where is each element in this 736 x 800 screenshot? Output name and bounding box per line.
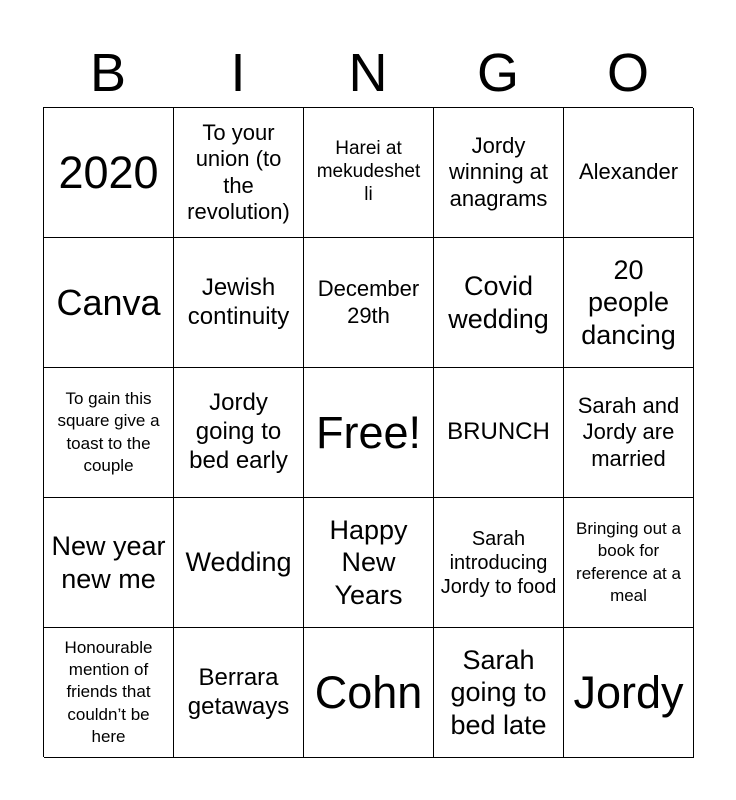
cell-label: 20 people dancing	[581, 254, 676, 350]
header-letter-i: I	[230, 43, 246, 103]
cell-label: Alexander	[578, 159, 679, 185]
cell-label: Jordy going to bed early	[189, 389, 288, 474]
bingo-cell-r2-c5[interactable]	[564, 238, 694, 368]
bingo-header	[43, 38, 693, 108]
bingo-cell-r2-c2[interactable]	[174, 238, 304, 368]
bingo-cell-r4-c2[interactable]	[174, 498, 304, 628]
cell-label: Jordy	[573, 666, 684, 718]
bingo-cell-r4-c5[interactable]	[564, 498, 694, 628]
cell-label: Happy New Years	[329, 514, 408, 610]
cell-label: New year new me	[51, 531, 166, 594]
bingo-cell-r3-c2[interactable]	[174, 368, 304, 498]
cell-label: Wedding	[185, 547, 292, 578]
bingo-cell-r3-c5[interactable]	[564, 368, 694, 498]
bingo-cell-r4-c1[interactable]	[44, 498, 174, 628]
bingo-cell-r5-c2[interactable]	[174, 628, 304, 758]
bingo-cell-r1-c5[interactable]	[564, 108, 694, 238]
header-letter-n: N	[348, 43, 388, 103]
cell-label: Covid wedding	[448, 271, 549, 334]
cell-label: Cohn	[314, 666, 423, 718]
bingo-cell-r5-c5[interactable]	[564, 628, 694, 758]
bingo-cell-r4-c3[interactable]	[304, 498, 434, 628]
bingo-cell-r5-c1[interactable]	[44, 628, 174, 758]
cell-label: Sarah going to bed late	[450, 644, 547, 740]
cell-label: Sarah introducing Jordy to food	[440, 527, 557, 598]
cell-label: Canva	[56, 281, 161, 323]
cell-label: To gain this square give a toast to the couple	[57, 389, 160, 475]
bingo-cell-r2-c4[interactable]	[434, 238, 564, 368]
cell-label: Jordy winning at anagrams	[448, 132, 549, 211]
cell-label: Sarah and Jordy are married	[577, 392, 680, 471]
cell-label: Free!	[315, 406, 422, 458]
bingo-cell-r1-c4[interactable]	[434, 108, 564, 238]
bingo-cell-r5-c3[interactable]	[304, 628, 434, 758]
header-letter-o: O	[606, 43, 649, 103]
cell-label: Honourable mention of friends that couldn’t be here	[64, 638, 153, 746]
bingo-cell-r5-c4[interactable]	[434, 628, 564, 758]
bingo-cell-r1-c1[interactable]	[44, 108, 174, 238]
bingo-cell-r4-c4[interactable]	[434, 498, 564, 628]
cell-label: Bringing out a book for reference at a meal	[576, 519, 681, 605]
cell-label: December 29th	[317, 276, 420, 328]
header-letter-g: G	[476, 43, 519, 103]
header-letter-b: B	[89, 43, 127, 103]
bingo-cell-r3-c3[interactable]	[304, 368, 434, 498]
cell-label: To your union (to the revolution)	[187, 119, 290, 224]
cell-label: Berrara getaways	[187, 663, 290, 720]
bingo-cell-r3-c1[interactable]	[44, 368, 174, 498]
bingo-cell-r1-c3[interactable]	[304, 108, 434, 238]
bingo-cell-r3-c4[interactable]	[434, 368, 564, 498]
bingo-board	[43, 107, 693, 757]
cell-label: Jewish continuity	[187, 273, 290, 330]
cell-label: BRUNCH	[447, 418, 550, 446]
cell-label: Harei at mekudeshet li	[316, 138, 421, 205]
bingo-cell-r2-c1[interactable]	[44, 238, 174, 368]
bingo-cell-r2-c3[interactable]	[304, 238, 434, 368]
bingo-cell-r1-c2[interactable]	[174, 108, 304, 238]
cell-label: 2020	[58, 146, 159, 198]
